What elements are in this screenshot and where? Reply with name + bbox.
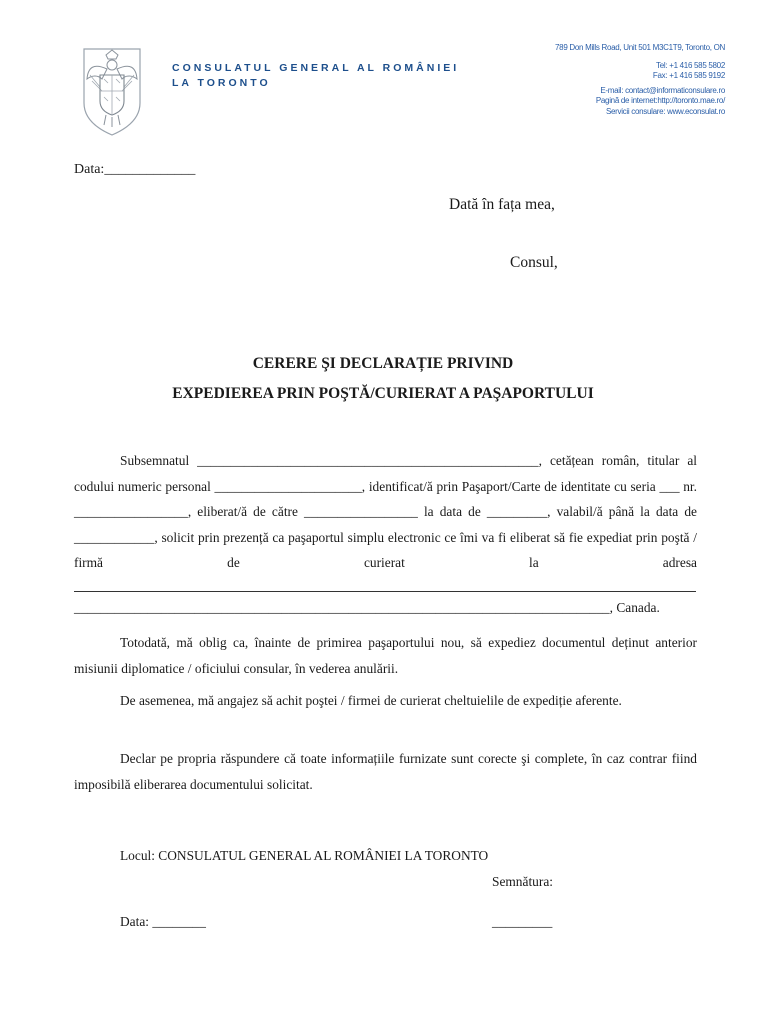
- contact-email: E-mail: contact@informaticonsulare.ro: [600, 85, 725, 95]
- contact-address: 789 Don Mills Road, Unit 501 M3C1T9, Toronto, ON: [555, 43, 725, 52]
- document-title-line-1: CERERE ŞI DECLARAȚIE PRIVIND: [252, 355, 514, 372]
- declaration-paragraph: Subsemnatul ___________________________________________________, cetățean român, titular al codului numeric personal ______________________, identificat/ă prin Paşaport/Carte de identitate cu seria ___ nr. _________________, eliberat/ă de către _________________ la data de _________, valabil/ă până la data de ____________, solicit prin prezență ca paşaportul simplu electronic ce îmi va fi eliberat să fie expediat prin poştă / firmă de curierat la adresa: [74, 453, 697, 570]
- romania-coat-of-arms-icon: [78, 45, 146, 137]
- obligation-paragraph: Totodată, mă oblig ca, înainte de primirea paşaportului nou, să expediez documentul deținut anterior misiunii diplomatice / oficiului consular, în vederea anulării.: [74, 635, 697, 676]
- date-field-bottom: Data: ________: [120, 914, 206, 929]
- place-label: Locul: CONSULATUL GENERAL AL ROMÂNIEI LA TORONTO: [120, 848, 489, 863]
- contact-website: Pagină de internet:http://toronto.mae.ro/: [595, 96, 725, 105]
- responsibility-paragraph: Declar pe propria răspundere că toate informațiile furnizate sunt corecte şi complete, în caz contrar fiind imposibilă eliberarea documentului solicitat.: [74, 751, 697, 792]
- consulate-name: CONSULATUL GENERAL AL ROMÂNIEI LA TORONTO: [172, 62, 460, 89]
- address-blank-line: [74, 591, 696, 592]
- contact-tel: Tel: +1 416 585 5802: [656, 60, 725, 70]
- signature-label: Semnătura:: [492, 874, 553, 889]
- contact-services: Servicii consulare: www.econsulat.ro: [605, 106, 725, 116]
- fees-paragraph: De asemenea, mă angajez să achit poştei / firmei de curierat cheltuielile de expediție aferente.: [120, 693, 622, 708]
- before-me-label: Dată în fața mea,: [449, 196, 555, 213]
- address-canada-line: ________________________________________________________________________________, Canada.: [74, 600, 660, 615]
- signature-line: _________: [492, 914, 553, 929]
- contact-block: [425, 43, 725, 117]
- consul-label: Consul,: [510, 254, 558, 271]
- contact-fax: Fax: +1 416 585 9192: [652, 71, 725, 80]
- document-title-line-2: EXPEDIEREA PRIN POŞTĂ/CURIERAT A PAŞAPORTULUI: [172, 385, 594, 402]
- date-field-top: Data:_____________: [74, 162, 196, 177]
